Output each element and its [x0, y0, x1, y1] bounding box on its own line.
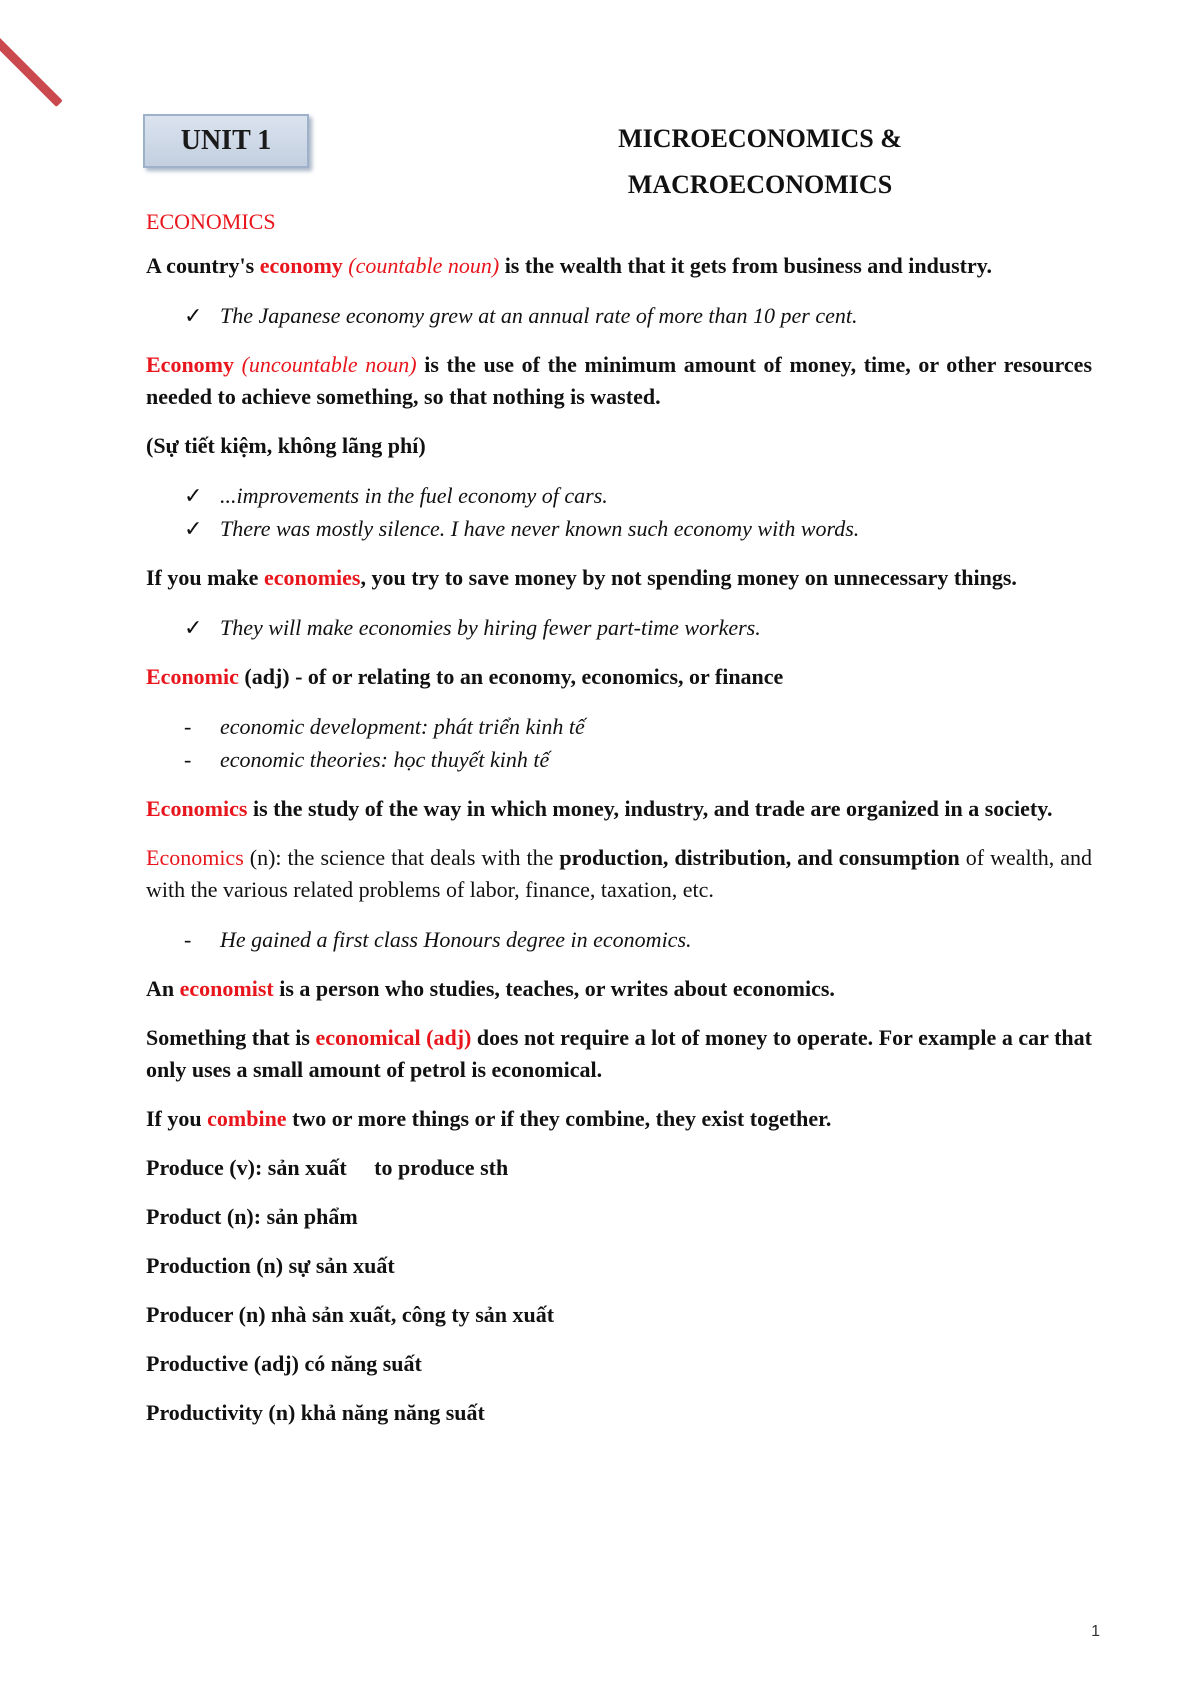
- dash-icon: -: [184, 714, 192, 739]
- paragraph-economy-uncountable: [146, 349, 1092, 413]
- example-item: [146, 710, 1092, 743]
- checkmark-icon: ✓: [184, 483, 203, 508]
- text: two or more things or if they combine, they exist together.: [286, 1106, 832, 1131]
- word-line: Produce (v): sản xuất to produce sth: [146, 1155, 509, 1180]
- term-economy: Economy: [146, 352, 234, 377]
- example-item: [146, 512, 1092, 545]
- paragraph-economical: [146, 1022, 1092, 1086]
- word-line: Productivity (n) khả năng năng suất: [146, 1400, 485, 1425]
- text: A country's: [146, 253, 260, 278]
- text: does not require a lot of money to operate. For example a car that only uses a small amount of petrol is economical.: [146, 1025, 1092, 1082]
- title-line-2: MACROECONOMICS: [627, 170, 893, 199]
- paragraph-economist: [146, 973, 1092, 1005]
- text: is the use of the minimum amount of money, time, or other resources needed to achieve something, so that nothing is wasted.: [146, 352, 1093, 409]
- text: is the study of the way in which money, industry, and trade are organized in a society.: [247, 796, 1053, 821]
- example-list-1: [146, 299, 1092, 332]
- note-uncountable: (uncountable noun): [234, 352, 417, 377]
- checkmark-icon: ✓: [184, 615, 203, 640]
- example-list-3: [146, 611, 1092, 644]
- example-list-2: [146, 479, 1092, 545]
- term-economical: economical (adj): [315, 1025, 472, 1050]
- word-line: Product (n): sản phẩm: [146, 1204, 358, 1229]
- unit-badge: UNIT 1: [143, 114, 309, 168]
- paragraph-economics-science: [146, 842, 1092, 906]
- text: If you: [146, 1106, 208, 1131]
- corner-mark: [0, 30, 63, 107]
- example-text: He gained a first class Honours degree in economics.: [220, 927, 692, 952]
- section-heading: ECONOMICS: [146, 209, 276, 234]
- example-item: [146, 299, 1092, 332]
- term-economics: Economics: [146, 845, 244, 870]
- paragraph-combine: [146, 1103, 1092, 1135]
- term-economics: Economics: [146, 796, 248, 821]
- term-economist: economist: [179, 976, 274, 1001]
- example-list-4: [146, 710, 1092, 776]
- text: is a person who studies, teaches, or writes about economics.: [273, 976, 835, 1001]
- paragraph-economy-countable: [146, 250, 1092, 282]
- paragraph-economies: [146, 562, 1092, 594]
- page-number: 1: [1091, 1623, 1100, 1640]
- example-text: economic theories: học thuyết kinh tế: [220, 747, 550, 772]
- term-economic: Economic: [146, 664, 239, 689]
- example-list-5: [146, 923, 1092, 956]
- note-countable: (countable noun): [342, 253, 500, 278]
- checkmark-icon: ✓: [184, 516, 203, 541]
- checkmark-icon: ✓: [184, 303, 203, 328]
- text: is the wealth that it gets from business and industry.: [499, 253, 993, 278]
- document-body: [146, 206, 1092, 1446]
- text: Something that is: [146, 1025, 316, 1050]
- term-economy: economy: [259, 253, 343, 278]
- page-title: [560, 116, 960, 208]
- text: , you try to save money by not spending money on unnecessary things.: [360, 565, 1017, 590]
- text: An: [146, 976, 180, 1001]
- term-economies: economies: [263, 565, 361, 590]
- text-bold: production, distribution, and consumption: [559, 845, 960, 870]
- word-line: Producer (n) nhà sản xuất, công ty sản xuất: [146, 1302, 555, 1327]
- dash-icon: -: [184, 927, 192, 952]
- paragraph-economic-adj: [146, 661, 1092, 693]
- text: (adj) - of or relating to an economy, economics, or finance: [238, 664, 784, 689]
- title-line-1: MICROECONOMICS &: [618, 124, 902, 153]
- example-text: The Japanese economy grew at an annual rate of more than 10 per cent.: [220, 303, 858, 328]
- word-line: Production (n) sự sản xuất: [146, 1253, 395, 1278]
- dash-icon: -: [184, 747, 192, 772]
- paragraph-translation: (Sự tiết kiệm, không lãng phí): [146, 433, 426, 458]
- example-text: ...improvements in the fuel economy of cars.: [220, 483, 608, 508]
- text: If you make: [146, 565, 264, 590]
- example-text: There was mostly silence. I have never known such economy with words.: [220, 516, 860, 541]
- word-line: Productive (adj) có năng suất: [146, 1351, 422, 1376]
- example-item: [146, 743, 1092, 776]
- example-item: [146, 923, 1092, 956]
- example-text: economic development: phát triển kinh tế: [220, 714, 585, 739]
- example-item: [146, 479, 1092, 512]
- example-item: [146, 611, 1092, 644]
- text: of wealth, and with the various related problems of labor, finance, taxation, etc.: [146, 845, 1093, 902]
- text: (n): the science that deals with the: [243, 845, 560, 870]
- example-text: They will make economies by hiring fewer part-time workers.: [220, 615, 761, 640]
- paragraph-economics-study: [146, 793, 1092, 825]
- term-combine: combine: [207, 1106, 287, 1131]
